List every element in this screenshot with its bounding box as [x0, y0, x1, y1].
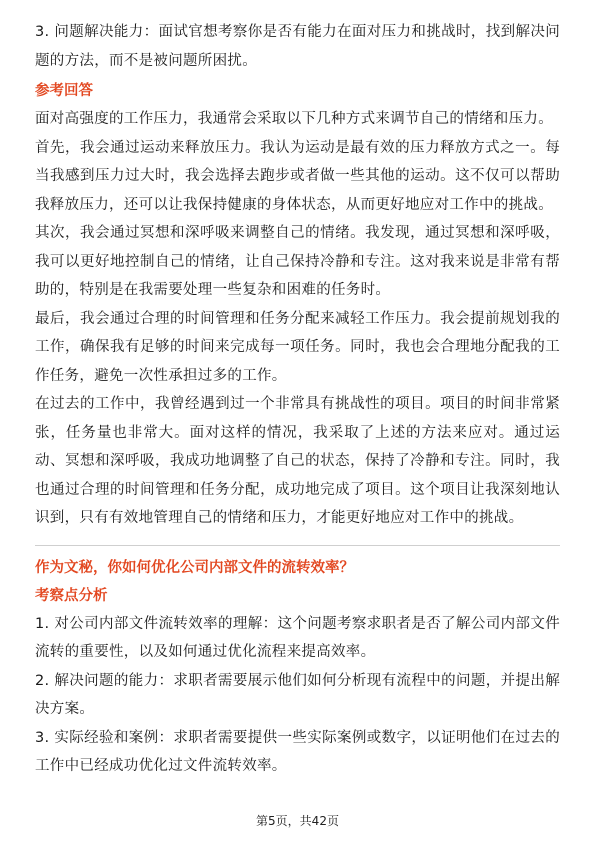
analysis-point: 3. 实际经验和案例：求职者需要提供一些实际案例或数字，以证明他们在过去的工作中已经成功优化过文件流转效率。 — [35, 729, 560, 774]
page-number: 第5页，共42页 — [256, 814, 339, 828]
analysis-point: 1. 对公司内部文件流转效率的理解：这个问题考察求职者是否了解公司内部文件流转的重要性，以及如何通过优化流程来提高效率。 — [35, 615, 560, 660]
answer-paragraph: 其次，我会通过冥想和深呼吸来调整自己的情绪。我发现，通过冥想和深呼吸，我可以更好地控制自己的情绪，让自己保持冷静和专注。这对我来说是非常有帮助的，特别是在我需要处理一些复杂和困难的任务时。 — [35, 225, 560, 298]
document-page — [35, 18, 560, 781]
section-divider — [35, 545, 560, 546]
analysis-point: 2. 解决问题的能力：求职者需要展示他们如何分析现有流程中的问题，并提出解决方案。 — [35, 672, 560, 717]
analysis-heading: 考察点分析 — [35, 587, 108, 604]
reference-answer-heading: 参考回答 — [35, 83, 93, 99]
intro-paragraph: 3. 问题解决能力：面试官想考察你是否有能力在面对压力和挑战时，找到解决问题的方法，而不是被问题所困扰。 — [35, 24, 560, 69]
answer-paragraph: 最后，我会通过合理的时间管理和任务分配来减轻工作压力。我会提前规划我的工作，确保我有足够的时间来完成每一项任务。同时，我也会合理地分配我的工作任务，避免一次性承担过多的工作。 — [35, 310, 560, 384]
interview-question: 作为文秘，你如何优化公司内部文件的流转效率？ — [35, 559, 354, 576]
answer-paragraph: 在过去的工作中，我曾经遇到过一个非常具有挑战性的项目。项目的时间非常紧张，任务量也非常大。面对这样的情况，我采取了上述的方法来应对。通过运动、冥想和深呼吸，我成功地调整了自己的状态，保持了冷静和专注。同时，我也通过合理的时间管理和任务分配，成功地完成了项目。这个项目让我深刻地认识到，只有有效地管理自己的情绪和压力，才能更好地应对工作中的挑战。 — [35, 396, 560, 526]
answer-paragraph: 首先，我会通过运动来释放压力。我认为运动是最有效的压力释放方式之一。每当我感到压力过大时，我会选择去跑步或者做一些其他的运动。这不仅可以帮助我释放压力，还可以让我保持健康的身体状态，从而更好地应对工作中的挑战。 — [35, 139, 560, 213]
answer-paragraph: 面对高强度的工作压力，我通常会采取以下几种方式来调节自己的情绪和压力。 — [35, 111, 553, 127]
